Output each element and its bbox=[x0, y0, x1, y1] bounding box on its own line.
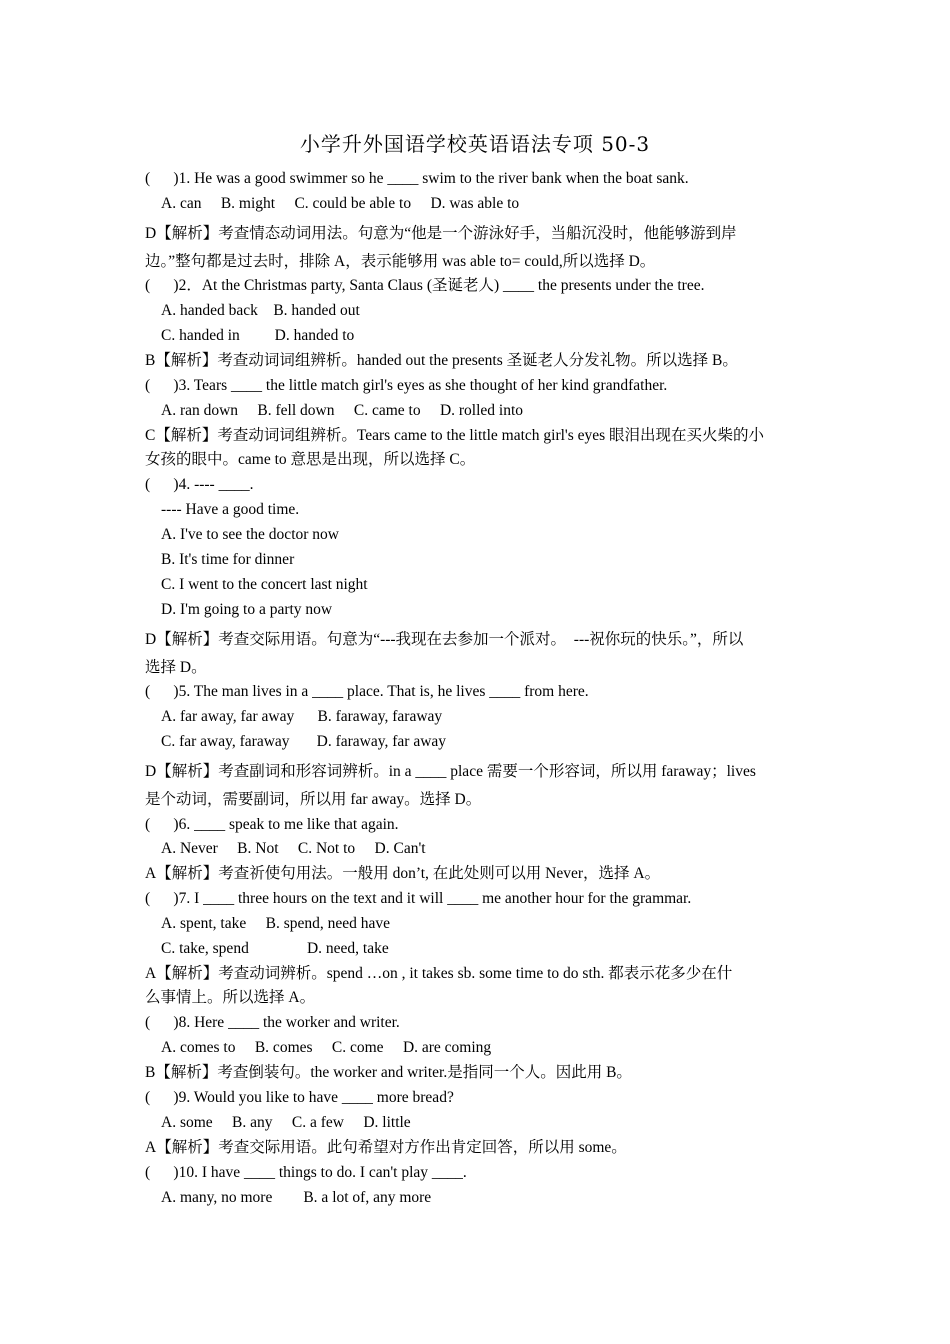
explanation-line: D【解析】考查交际用语。句意为“---我现在去参加一个派对。 ---祝你玩的快乐。”，所以 bbox=[145, 631, 744, 648]
option-line: C. I went to the concert last night bbox=[161, 576, 368, 593]
option-line: C. far away, faraway D. faraway, far away bbox=[161, 733, 447, 750]
option-line: C. take, spend D. need, take bbox=[161, 940, 389, 957]
option-line: A. comes to B. comes C. come D. are coming bbox=[161, 1039, 492, 1056]
explanation-line: 女孩的眼中。came to 意思是出现，所以选择 C。 bbox=[145, 451, 476, 468]
question-line: ( )3. Tears ____ the little match girl's eyes as she thought of her kind grandfather. bbox=[145, 377, 668, 394]
explanation-line: 边。”整句都是过去时，排除 A，表示能够用 was able to= could,所以选择 D。 bbox=[145, 253, 656, 270]
explanation-line: C【解析】考查动词词组辨析。Tears came to the little match girl's eyes 眼泪出现在买火柴的小 bbox=[145, 427, 765, 444]
question-line: ( )4. ---- ____. bbox=[145, 476, 254, 493]
option-line: A. some B. any C. a few D. little bbox=[161, 1114, 411, 1131]
option-line: ---- Have a good time. bbox=[161, 501, 300, 518]
question-line: ( )6. ____ speak to me like that again. bbox=[145, 816, 399, 833]
option-line: A. can B. might C. could be able to D. was able to bbox=[161, 195, 520, 212]
option-line: A. handed back B. handed out bbox=[161, 302, 360, 319]
option-line: C. handed in D. handed to bbox=[161, 327, 355, 344]
explanation-line: 选择 D。 bbox=[145, 659, 207, 676]
explanation-line: B【解析】考查动词词组辨析。handed out the presents 圣诞老人分发礼物。所以选择 B。 bbox=[145, 352, 738, 369]
explanation-line: 么事情上。所以选择 A。 bbox=[145, 989, 316, 1006]
question-line: ( )1. He was a good swimmer so he ____ swim to the river bank when the boat sank. bbox=[145, 170, 689, 187]
explanation-line: D【解析】考查情态动词用法。句意为“他是一个游泳好手，当船沉没时，他能够游到岸 bbox=[145, 225, 737, 242]
option-line: A. far away, far away B. faraway, faraway bbox=[161, 708, 443, 725]
option-line: B. It's time for dinner bbox=[161, 551, 295, 568]
question-line: ( )7. I ____ three hours on the text and it will ____ me another hour for the grammar. bbox=[145, 890, 692, 907]
option-line: A. many, no more B. a lot of, any more bbox=[161, 1189, 432, 1206]
option-line: A. ran down B. fell down C. came to D. rolled into bbox=[161, 402, 524, 419]
explanation-line: A【解析】考查祈使句用法。一般用 don’t, 在此处则可以用 Never，选择 A。 bbox=[145, 865, 661, 882]
explanation-line: A【解析】考查交际用语。此句希望对方作出肯定回答，所以用 some。 bbox=[145, 1139, 627, 1156]
question-line: ( )2．At the Christmas party, Santa Claus (圣诞老人) ____ the presents under the tree. bbox=[145, 277, 705, 294]
question-line: ( )8. Here ____ the worker and writer. bbox=[145, 1014, 400, 1031]
explanation-line: B【解析】考查倒装句。the worker and writer.是指同一个人。因此用 B。 bbox=[145, 1064, 632, 1081]
option-line: D. I'm going to a party now bbox=[161, 601, 333, 618]
question-line: ( )10. I have ____ things to do. I can't play ____. bbox=[145, 1164, 467, 1181]
explanation-line: 是个动词，需要副词，所以用 far away。选择 D。 bbox=[145, 791, 482, 808]
question-line: ( )5. The man lives in a ____ place. That is, he lives ____ from here. bbox=[145, 683, 589, 700]
option-line: A. Never B. Not C. Not to D. Can't bbox=[161, 840, 426, 857]
option-line: A. spent, take B. spend, need have bbox=[161, 915, 390, 932]
explanation-line: A【解析】考查动词辨析。spend …on , it takes sb. some time to do sth. 都表示花多少在什 bbox=[145, 965, 733, 982]
option-line: A. I've to see the doctor now bbox=[161, 526, 339, 543]
question-line: ( )9. Would you like to have ____ more bread? bbox=[145, 1089, 454, 1106]
explanation-line: D【解析】考查副词和形容词辨析。in a ____ place 需要一个形容词，所以用 faraway；lives bbox=[145, 763, 756, 780]
page-title: 小学升外国语学校英语语法专项 50-3 bbox=[299, 132, 651, 156]
